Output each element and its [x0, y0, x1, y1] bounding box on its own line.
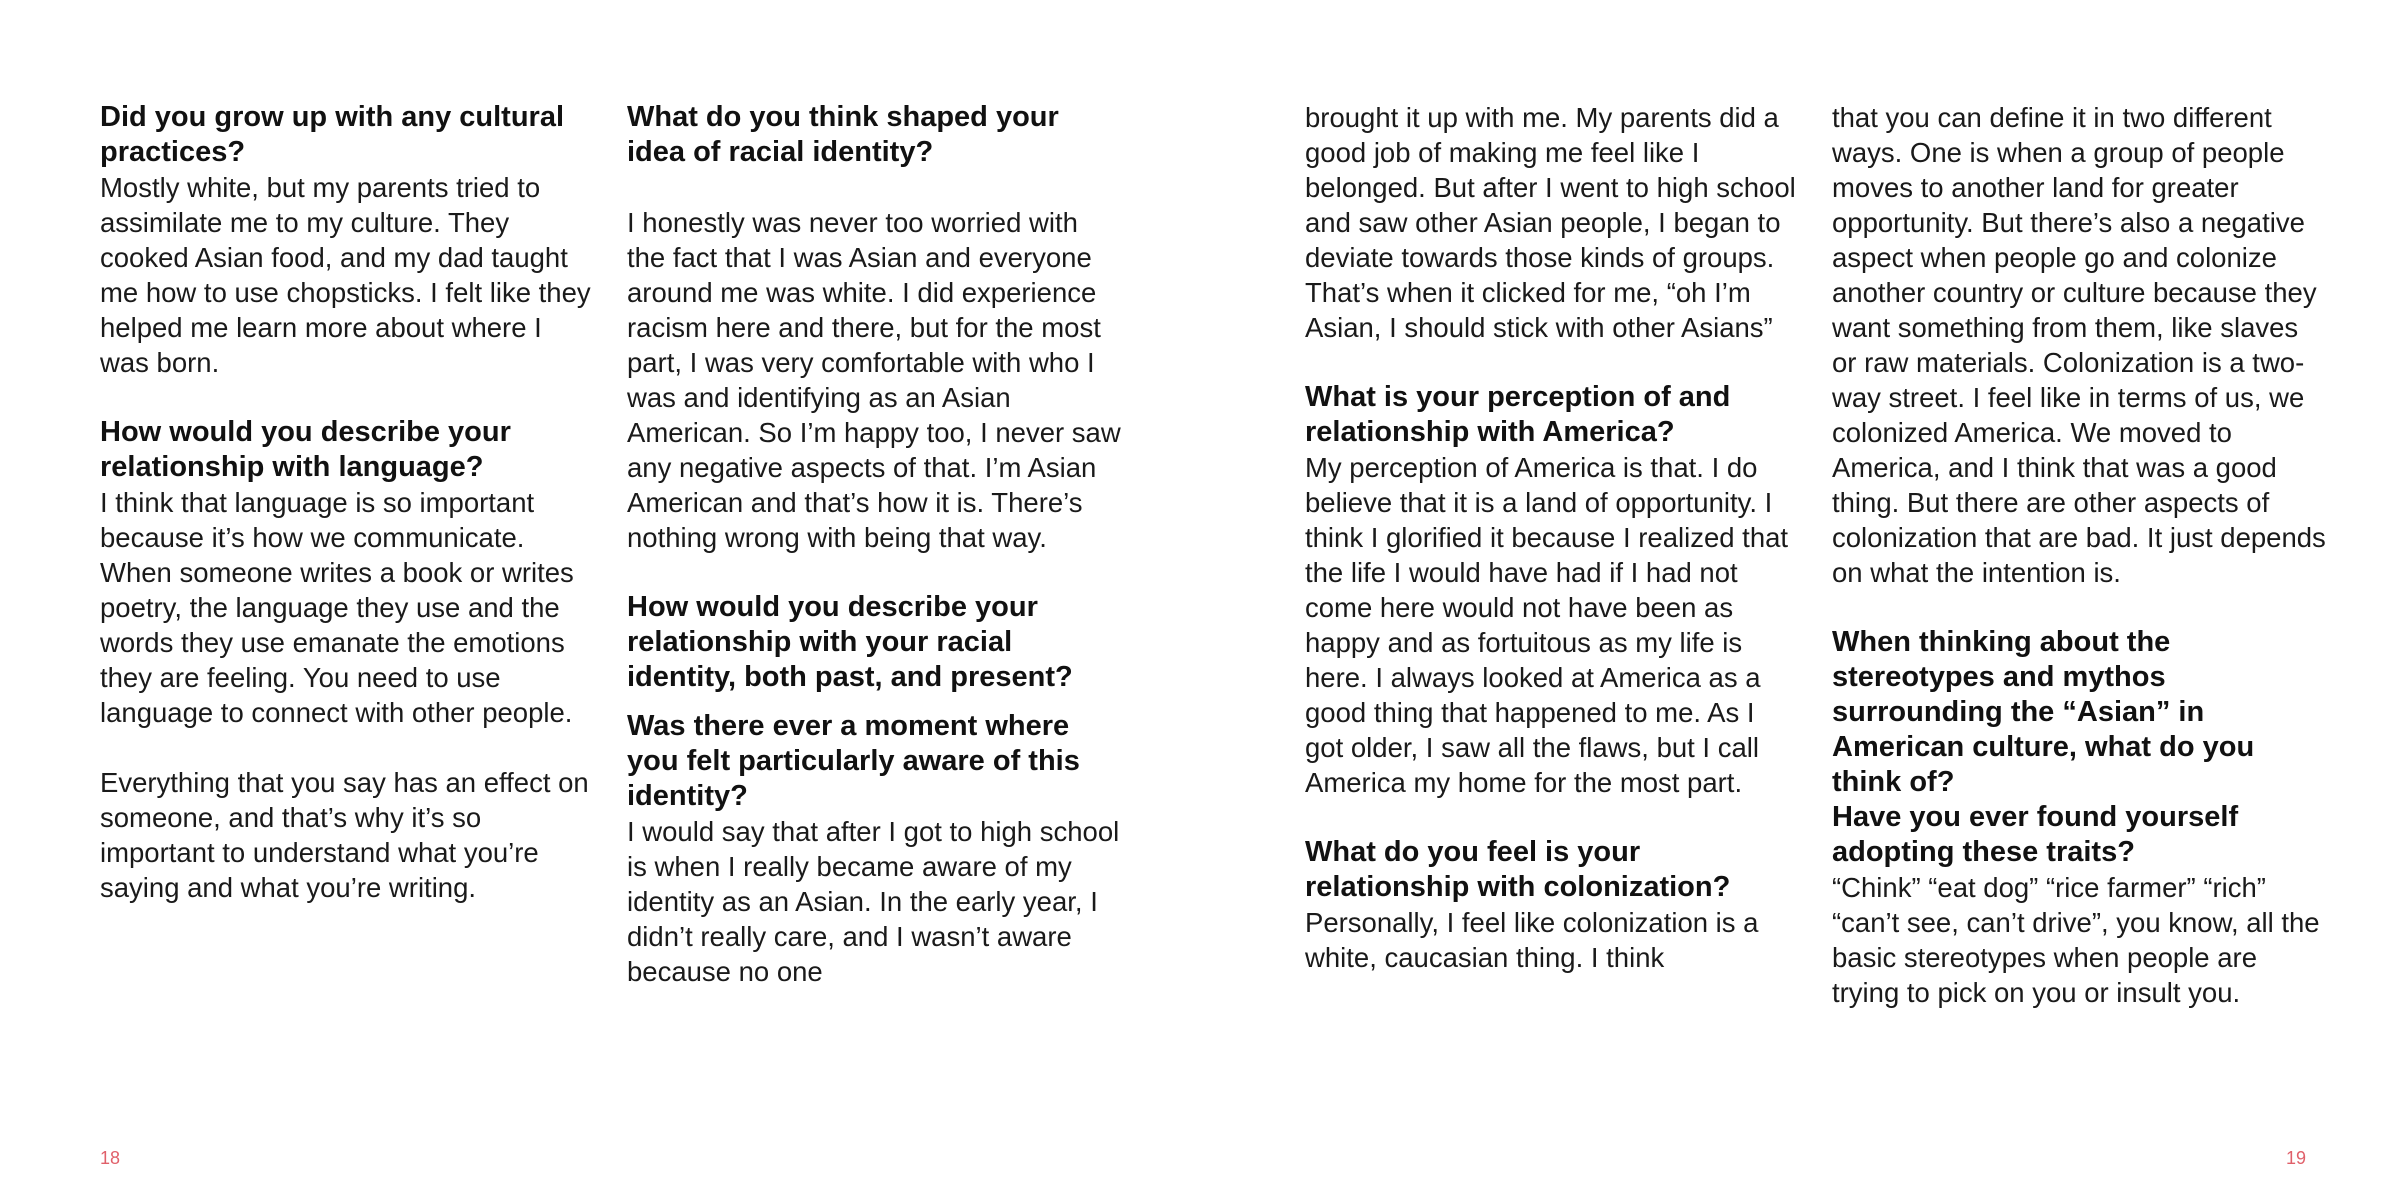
question-cultural-practices: Did you grow up with any cultural practices?	[100, 101, 565, 168]
question-colonization: What do you feel is your relationship with colonization?	[1305, 836, 1731, 903]
question-stereotypes: When thinking about the stereotypes and mythos surrounding the “Asian” in American culture, what do you think of?	[1832, 626, 2255, 798]
answer-adopting-traits: “Chink” “eat dog” “rice farmer” “rich” “can’t see, can’t drive”, you know, all the basic stereotypes when people are trying to pick on you or insult you.	[1832, 872, 2320, 1008]
answer-colonization-start: Personally, I feel like colonization is a white, caucasian thing. I think	[1305, 907, 1759, 973]
question-perception-america: What is your perception of and relationship with America?	[1305, 381, 1731, 448]
page-number-right: 19	[2286, 1148, 2307, 1168]
left-page-column-1	[100, 100, 595, 905]
page-number-left: 18	[100, 1148, 121, 1168]
question-relationship-racial-identity: How would you describe your relationship with your racial identity, both past, and present?	[627, 591, 1073, 693]
question-racial-identity-shaped: What do you think shaped your idea of racial identity?	[627, 101, 1059, 168]
answer-racial-identity-shaped: I honestly was never too worried with the fact that I was Asian and everyone around me was white. I did experience racism here and there, but for the most part, I was very comfortable with who I was and identifying as an Asian American. So I’m happy too, I never saw any negative aspects of that. I’m Asian American and that’s how it is. There’s nothing wrong with being that way.	[627, 207, 1121, 553]
left-page-column-2	[627, 100, 1122, 989]
answer-perception-america: My perception of America is that. I do believe that it is a land of opportunity. I think I glorified it because I realized that the life I would have had if I had not come here would not have been as happy and as fortuitous as my life is here. I always looked at America as a good thing that happened to me. As I got older, I saw all the flaws, but I call America my home for the most part.	[1305, 452, 1789, 798]
question-language: How would you describe your relationship with language?	[100, 416, 511, 483]
answer-continued-high-school: brought it up with me. My parents did a good job of making me feel like I belonged. But after I went to high school and saw other Asian people, I began to deviate towards those kinds of groups. That’s when it clicked for me, “oh I’m Asian, I should stick with other Asians”	[1305, 102, 1796, 343]
answer-moment-aware: I would say that after I got to high school is when I really became aware of my identity as an Asian. In the early year, I didn’t really care, and I wasn’t aware because no one	[627, 816, 1120, 987]
answer-cultural-practices: Mostly white, but my parents tried to assimilate me to my culture. They cooked Asian food, and my dad taught me how to use chopsticks. I felt like they helped me learn more about where I was born.	[100, 172, 591, 378]
question-adopting-traits: Have you ever found yourself adopting these traits?	[1832, 801, 2239, 868]
right-page-column-1	[1305, 100, 1800, 975]
answer-language-paragraph-1: I think that language is so important because it’s how we communicate. When someone writes a book or writes poetry, the language they use and the words they use emanate the emotions they are feeling. You need to use language to connect with other people.	[100, 487, 574, 728]
question-moment-aware: Was there ever a moment where you felt particularly aware of this identity?	[627, 710, 1080, 812]
answer-language-paragraph-2: Everything that you say has an effect on someone, and that’s why it’s so important to understand what you’re saying and what you’re writing.	[100, 767, 589, 903]
answer-continued-colonization: that you can define it in two different ways. One is when a group of people moves to another land for greater opportunity. But there’s also a negative aspect when people go and colonize another country or culture because they want something from them, like slaves or raw materials. Colonization is a two-way street. I feel like in terms of us, we colonized America. We moved to America, and I think that was a good thing. But there are other aspects of colonization that are bad. It just depends on what the intention is.	[1832, 102, 2326, 588]
right-page	[1199, 0, 2398, 1199]
right-page-column-2	[1832, 100, 2327, 1010]
